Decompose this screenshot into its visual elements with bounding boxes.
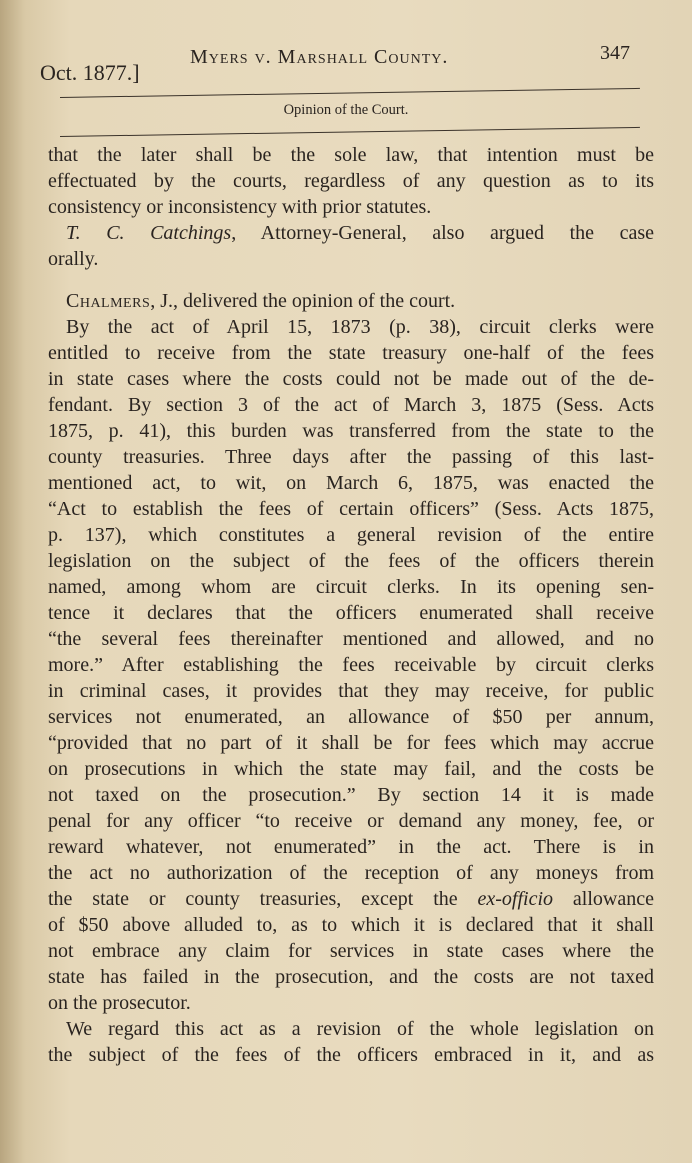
text-segment: T. C. Catchings bbox=[66, 222, 232, 244]
text-segment: state has failed in the prosecution, and the costs are not taxed bbox=[48, 966, 654, 988]
text-segment: fendant. By section 3 of the act of March 3, 1875 (Sess. Acts bbox=[48, 394, 654, 416]
text-segment: “the several fees thereinafter mentioned and allowed, and no bbox=[48, 628, 654, 650]
page-number: 347 bbox=[600, 42, 630, 64]
text-segment: “provided that no part of it shall be for fees which may accrue bbox=[48, 732, 654, 754]
text-line bbox=[48, 886, 654, 912]
text-line bbox=[48, 600, 654, 626]
text-segment: ex-officio bbox=[477, 888, 554, 910]
text-line bbox=[48, 574, 654, 600]
text-segment: that the later shall be the sole law, that intention must be bbox=[48, 144, 654, 166]
text-line bbox=[48, 522, 654, 548]
text-segment: effectuated by the courts, regardless of any question as to its bbox=[48, 170, 654, 192]
text-segment: p. 137), which constitutes a general revision of the entire bbox=[48, 524, 654, 546]
text-line bbox=[48, 366, 654, 392]
text-segment: more.” After establishing the fees receivable by circuit clerks bbox=[48, 654, 654, 676]
text-line bbox=[48, 548, 654, 574]
text-line bbox=[48, 194, 654, 220]
text-segment: By the act of April 15, 1873 (p. 38), circuit clerks were bbox=[66, 316, 654, 338]
text-line bbox=[48, 444, 654, 470]
text-line bbox=[48, 168, 654, 194]
text-line bbox=[48, 626, 654, 652]
text-line bbox=[48, 704, 654, 730]
text-segment: consistency or inconsistency with prior statutes. bbox=[48, 196, 432, 218]
text-segment: “Act to establish the fees of certain officers” (Sess. Acts 1875, bbox=[48, 498, 654, 520]
header-rule-top bbox=[60, 88, 640, 98]
text-segment: 1875, p. 41), this burden was transferred from the state to the bbox=[48, 420, 654, 442]
text-line bbox=[48, 470, 654, 496]
text-segment: reward whatever, not enumerated” in the act. There is in bbox=[48, 836, 654, 858]
text-line bbox=[48, 496, 654, 522]
case-title: Myers v. Marshall County. bbox=[190, 46, 449, 68]
text-line bbox=[48, 730, 654, 756]
text-segment: legislation on the subject of the fees of the officers therein bbox=[48, 550, 654, 572]
text-segment: named, among whom are circuit clerks. In its opening sen- bbox=[48, 576, 654, 598]
text-line bbox=[48, 964, 654, 990]
text-segment: on prosecutions in which the state may fail, and the costs be bbox=[48, 758, 654, 780]
text-segment: the subject of the fees of the officers embraced in it, and as bbox=[48, 1044, 654, 1066]
header-rule-bottom bbox=[60, 127, 640, 137]
body-text bbox=[48, 142, 654, 1068]
text-segment: penal for any officer “to receive or demand any money, fee, or bbox=[48, 810, 654, 832]
text-segment: mentioned act, to wit, on March 6, 1875, was enacted the bbox=[48, 472, 654, 494]
text-line bbox=[48, 418, 654, 444]
text-line bbox=[48, 340, 654, 366]
text-segment: orally. bbox=[48, 248, 99, 270]
text-segment: not embrace any claim for services in state cases where the bbox=[48, 940, 654, 962]
text-segment: county treasuries. Three days after the passing of this last- bbox=[48, 446, 654, 468]
text-line bbox=[48, 860, 654, 886]
text-segment: allowance bbox=[553, 888, 654, 910]
text-line bbox=[48, 288, 654, 314]
text-segment: Chalmers bbox=[66, 290, 151, 312]
text-line bbox=[48, 1042, 654, 1068]
text-line bbox=[48, 392, 654, 418]
text-segment: in state cases where the costs could not be made out of the de- bbox=[48, 368, 654, 390]
text-line bbox=[48, 756, 654, 782]
text-segment: the state or county treasuries, except the bbox=[48, 888, 478, 910]
text-line bbox=[48, 652, 654, 678]
text-segment: tence it declares that the officers enumerated shall receive bbox=[48, 602, 654, 624]
text-segment: entitled to receive from the state treasury one-half of the fees bbox=[48, 342, 654, 364]
text-segment: in criminal cases, it provides that they may receive, for public bbox=[48, 680, 654, 702]
text-line bbox=[48, 782, 654, 808]
text-line bbox=[48, 220, 654, 246]
text-segment: on the prosecutor. bbox=[48, 992, 191, 1014]
text-line bbox=[48, 834, 654, 860]
text-segment: the act no authorization of the reception of any moneys from bbox=[48, 862, 654, 884]
text-segment: not taxed on the prosecution.” By section 14 it is made bbox=[48, 784, 654, 806]
text-segment: We regard this act as a revision of the whole legislation on bbox=[66, 1018, 654, 1040]
text-line bbox=[48, 678, 654, 704]
text-line bbox=[48, 314, 654, 340]
text-line bbox=[48, 938, 654, 964]
header-date: Oct. 1877.] bbox=[40, 60, 140, 85]
text-segment: services not enumerated, an allowance of $50 per annum, bbox=[48, 706, 654, 728]
text-line bbox=[48, 990, 654, 1016]
text-line bbox=[48, 1016, 654, 1042]
running-head: Opinion of the Court. bbox=[283, 102, 409, 118]
text-line bbox=[48, 808, 654, 834]
text-line bbox=[48, 246, 654, 272]
text-segment: of $50 above alluded to, as to which it is declared that it shall bbox=[48, 914, 654, 936]
text-segment: , Attorney-General, also argued the case bbox=[231, 222, 655, 244]
text-line bbox=[48, 142, 654, 168]
text-line bbox=[48, 912, 654, 938]
text-segment: , J., delivered the opinion of the court. bbox=[150, 290, 456, 312]
